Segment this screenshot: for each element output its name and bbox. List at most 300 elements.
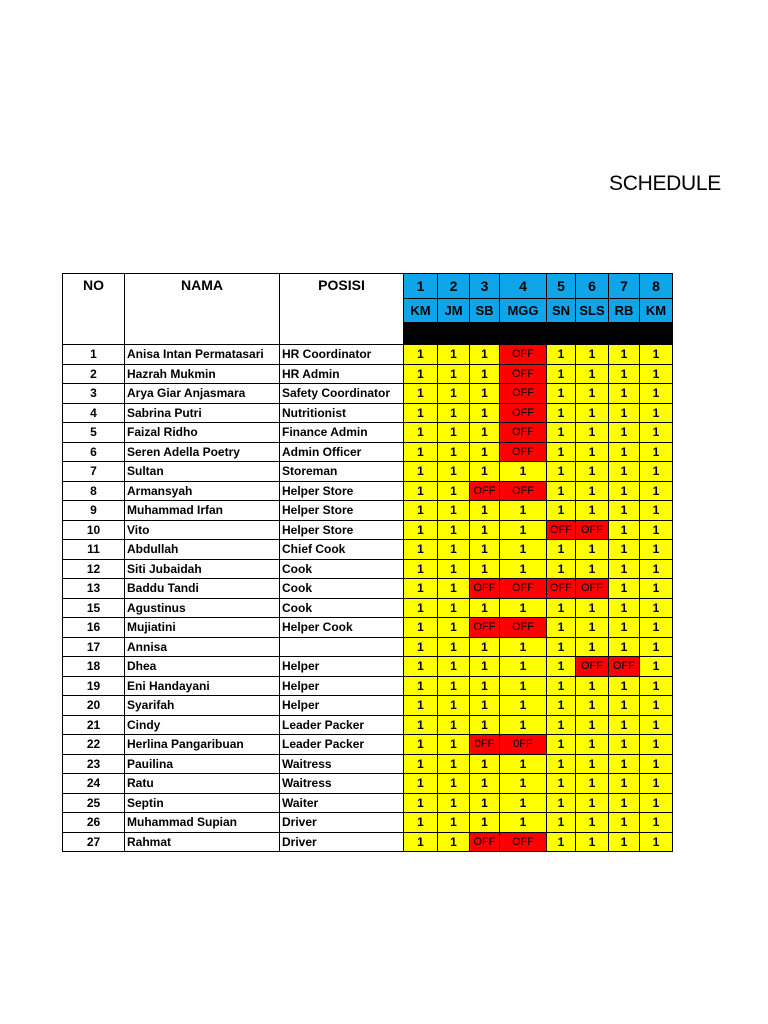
table-row <box>63 832 673 852</box>
shift-cell-work: 1 <box>640 462 673 482</box>
shift-cell-work: 1 <box>470 598 500 618</box>
row-number: 21 <box>63 715 125 735</box>
shift-cell-work: 1 <box>547 676 576 696</box>
shift-cell-work: 1 <box>640 520 673 540</box>
shift-cell-work: 1 <box>640 657 673 677</box>
shift-cell-work: 1 <box>609 520 640 540</box>
shift-cell-work: 1 <box>500 520 547 540</box>
black-band-cell <box>404 323 438 345</box>
shift-cell-work: 1 <box>500 774 547 794</box>
table-row <box>63 520 673 540</box>
shift-cell-work: 1 <box>609 618 640 638</box>
employee-name: Armansyah <box>125 481 280 501</box>
shift-cell-work: 1 <box>609 598 640 618</box>
shift-cell-work: 1 <box>576 735 609 755</box>
shift-cell-work: 1 <box>470 520 500 540</box>
employee-name: Agustinus <box>125 598 280 618</box>
shift-cell-work: 1 <box>576 559 609 579</box>
shift-cell-work: 1 <box>640 442 673 462</box>
shift-cell-work: 1 <box>609 540 640 560</box>
shift-cell-work: 1 <box>500 501 547 521</box>
header-row-numbers <box>63 274 673 299</box>
table-row <box>63 423 673 443</box>
shift-cell-off: OFF <box>500 403 547 423</box>
shift-cell-work: 1 <box>404 618 438 638</box>
table-row <box>63 481 673 501</box>
row-number: 2 <box>63 364 125 384</box>
shift-cell-work: 1 <box>500 540 547 560</box>
shift-cell-off: OFF <box>470 618 500 638</box>
table-row <box>63 774 673 794</box>
shift-cell-work: 1 <box>547 793 576 813</box>
shift-cell-work: 1 <box>470 793 500 813</box>
shift-cell-work: 1 <box>609 501 640 521</box>
shift-cell-off: 0FF <box>470 735 500 755</box>
table-row <box>63 715 673 735</box>
employee-position: Driver <box>280 813 404 833</box>
employee-position: Helper Cook <box>280 618 404 638</box>
table-row <box>63 345 673 365</box>
day-code-4: MGG <box>500 299 547 323</box>
shift-cell-work: 1 <box>547 540 576 560</box>
shift-cell-work: 1 <box>640 501 673 521</box>
employee-position: Admin Officer <box>280 442 404 462</box>
shift-cell-work: 1 <box>576 774 609 794</box>
table-row <box>63 462 673 482</box>
day-code-8: KM <box>640 299 673 323</box>
shift-cell-work: 1 <box>576 754 609 774</box>
shift-cell-work: 1 <box>500 598 547 618</box>
employee-position: Storeman <box>280 462 404 482</box>
black-band-cell <box>470 323 500 345</box>
shift-cell-work: 1 <box>547 735 576 755</box>
table-row <box>63 540 673 560</box>
shift-cell-work: 1 <box>470 754 500 774</box>
row-number: 25 <box>63 793 125 813</box>
shift-cell-work: 1 <box>404 657 438 677</box>
row-number: 19 <box>63 676 125 696</box>
shift-cell-work: 1 <box>547 345 576 365</box>
employee-name: Faizal Ridho <box>125 423 280 443</box>
shift-cell-work: 1 <box>470 696 500 716</box>
shift-cell-work: 1 <box>640 637 673 657</box>
shift-cell-work: 1 <box>640 403 673 423</box>
employee-position: Helper <box>280 696 404 716</box>
shift-cell-work: 1 <box>576 403 609 423</box>
shift-cell-work: 1 <box>404 735 438 755</box>
employee-position: Finance Admin <box>280 423 404 443</box>
shift-cell-off: OFF <box>547 520 576 540</box>
table-row <box>63 384 673 404</box>
shift-cell-work: 1 <box>438 696 470 716</box>
employee-position: Safety Coordinator <box>280 384 404 404</box>
shift-cell-work: 1 <box>609 364 640 384</box>
shift-cell-work: 1 <box>404 520 438 540</box>
employee-name: Rahmat <box>125 832 280 852</box>
shift-cell-work: 1 <box>609 423 640 443</box>
row-number: 3 <box>63 384 125 404</box>
employee-name: Muhammad Irfan <box>125 501 280 521</box>
day-code-6: SLS <box>576 299 609 323</box>
day-number-5: 5 <box>547 274 576 299</box>
shift-cell-work: 1 <box>609 715 640 735</box>
employee-name: Hazrah Mukmin <box>125 364 280 384</box>
employee-name: Sabrina Putri <box>125 403 280 423</box>
shift-cell-work: 1 <box>500 559 547 579</box>
shift-cell-work: 1 <box>640 793 673 813</box>
table-row <box>63 637 673 657</box>
table-row <box>63 813 673 833</box>
shift-cell-off: OFF <box>500 364 547 384</box>
shift-cell-work: 1 <box>438 520 470 540</box>
shift-cell-work: 1 <box>470 501 500 521</box>
row-number: 24 <box>63 774 125 794</box>
shift-cell-work: 1 <box>404 754 438 774</box>
shift-cell-work: 1 <box>576 715 609 735</box>
table-row <box>63 735 673 755</box>
shift-cell-work: 1 <box>404 423 438 443</box>
shift-cell-work: 1 <box>438 793 470 813</box>
shift-cell-work: 1 <box>547 403 576 423</box>
shift-cell-work: 1 <box>438 676 470 696</box>
black-band-cell <box>576 323 609 345</box>
employee-name: Syarifah <box>125 696 280 716</box>
shift-cell-work: 1 <box>547 637 576 657</box>
black-band-cell <box>438 323 470 345</box>
shift-cell-work: 1 <box>404 364 438 384</box>
row-number: 15 <box>63 598 125 618</box>
day-number-3: 3 <box>470 274 500 299</box>
day-number-1: 1 <box>404 274 438 299</box>
shift-cell-work: 1 <box>609 754 640 774</box>
shift-cell-work: 1 <box>609 384 640 404</box>
employee-position: Helper Store <box>280 481 404 501</box>
shift-cell-work: 1 <box>640 832 673 852</box>
shift-cell-work: 1 <box>470 559 500 579</box>
employee-name: Cindy <box>125 715 280 735</box>
shift-cell-work: 1 <box>404 793 438 813</box>
employee-position: Chief Cook <box>280 540 404 560</box>
shift-cell-off: OFF <box>500 832 547 852</box>
shift-cell-work: 1 <box>640 384 673 404</box>
shift-cell-work: 1 <box>438 559 470 579</box>
table-row <box>63 618 673 638</box>
shift-cell-work: 1 <box>404 676 438 696</box>
shift-cell-work: 1 <box>404 345 438 365</box>
shift-cell-work: 1 <box>640 423 673 443</box>
shift-cell-work: 1 <box>640 345 673 365</box>
shift-cell-work: 1 <box>576 598 609 618</box>
employee-name: Septin <box>125 793 280 813</box>
employee-position <box>280 637 404 657</box>
shift-cell-work: 1 <box>500 793 547 813</box>
shift-cell-work: 1 <box>609 696 640 716</box>
shift-cell-work: 1 <box>547 364 576 384</box>
shift-cell-work: 1 <box>547 832 576 852</box>
employee-position: Cook <box>280 579 404 599</box>
shift-cell-work: 1 <box>404 813 438 833</box>
shift-cell-work: 1 <box>470 813 500 833</box>
row-number: 6 <box>63 442 125 462</box>
table-row <box>63 364 673 384</box>
shift-cell-work: 1 <box>576 618 609 638</box>
shift-cell-work: 1 <box>438 345 470 365</box>
employee-position: Helper <box>280 676 404 696</box>
row-number: 1 <box>63 345 125 365</box>
shift-cell-work: 1 <box>609 637 640 657</box>
employee-name: Eni Handayani <box>125 676 280 696</box>
employee-position: Helper Store <box>280 501 404 521</box>
shift-cell-work: 1 <box>576 501 609 521</box>
shift-cell-work: 1 <box>470 637 500 657</box>
shift-cell-off: OFF <box>500 423 547 443</box>
shift-cell-work: 1 <box>470 423 500 443</box>
employee-name: Sultan <box>125 462 280 482</box>
shift-cell-work: 1 <box>470 403 500 423</box>
shift-cell-work: 1 <box>404 462 438 482</box>
employee-name: Dhea <box>125 657 280 677</box>
day-number-8: 8 <box>640 274 673 299</box>
shift-cell-work: 1 <box>470 540 500 560</box>
shift-cell-work: 1 <box>404 715 438 735</box>
day-code-7: RB <box>609 299 640 323</box>
shift-cell-off: OFF <box>547 579 576 599</box>
shift-cell-work: 1 <box>609 345 640 365</box>
shift-cell-work: 1 <box>609 559 640 579</box>
shift-cell-work: 1 <box>470 442 500 462</box>
day-number-4: 4 <box>500 274 547 299</box>
employee-position: HR Coordinator <box>280 345 404 365</box>
shift-cell-work: 1 <box>547 384 576 404</box>
shift-cell-work: 1 <box>547 715 576 735</box>
shift-cell-work: 1 <box>609 403 640 423</box>
table-row <box>63 579 673 599</box>
shift-cell-work: 1 <box>470 774 500 794</box>
employee-name: Anisa Intan Permatasari <box>125 345 280 365</box>
shift-cell-off: OFF <box>500 384 547 404</box>
employee-name: Vito <box>125 520 280 540</box>
shift-cell-work: 1 <box>438 774 470 794</box>
shift-cell-work: 1 <box>470 676 500 696</box>
row-number: 18 <box>63 657 125 677</box>
shift-cell-work: 1 <box>404 774 438 794</box>
shift-cell-work: 1 <box>576 696 609 716</box>
row-number: 27 <box>63 832 125 852</box>
employee-name: Baddu Tandi <box>125 579 280 599</box>
shift-cell-work: 1 <box>640 813 673 833</box>
employee-position: Waiter <box>280 793 404 813</box>
row-number: 22 <box>63 735 125 755</box>
shift-cell-work: 1 <box>609 579 640 599</box>
shift-cell-work: 1 <box>640 676 673 696</box>
employee-name: Pauilina <box>125 754 280 774</box>
shift-cell-work: 1 <box>438 442 470 462</box>
employee-position: Driver <box>280 832 404 852</box>
row-number: 7 <box>63 462 125 482</box>
shift-cell-work: 1 <box>547 696 576 716</box>
employee-name: Annisa <box>125 637 280 657</box>
shift-cell-work: 1 <box>576 442 609 462</box>
shift-cell-off: OFF <box>500 345 547 365</box>
shift-cell-work: 1 <box>640 559 673 579</box>
shift-cell-work: 1 <box>609 813 640 833</box>
shift-cell-work: 1 <box>609 735 640 755</box>
shift-cell-work: 1 <box>576 364 609 384</box>
shift-cell-work: 1 <box>404 832 438 852</box>
shift-cell-work: 1 <box>576 637 609 657</box>
shift-cell-work: 1 <box>576 676 609 696</box>
shift-cell-work: 1 <box>576 481 609 501</box>
shift-cell-work: 1 <box>609 442 640 462</box>
shift-cell-off: OFF <box>500 481 547 501</box>
day-number-6: 6 <box>576 274 609 299</box>
shift-cell-off: OFF <box>470 481 500 501</box>
shift-cell-work: 1 <box>547 423 576 443</box>
shift-cell-work: 1 <box>547 598 576 618</box>
row-number: 11 <box>63 540 125 560</box>
row-number: 26 <box>63 813 125 833</box>
shift-cell-work: 1 <box>640 540 673 560</box>
shift-cell-work: 1 <box>547 501 576 521</box>
shift-cell-work: 1 <box>609 774 640 794</box>
shift-cell-work: 1 <box>438 501 470 521</box>
shift-cell-work: 1 <box>438 618 470 638</box>
shift-cell-work: 1 <box>609 462 640 482</box>
page-title: SCHEDULE <box>609 172 721 195</box>
shift-cell-off: OFF <box>500 618 547 638</box>
shift-cell-work: 1 <box>404 384 438 404</box>
shift-cell-work: 1 <box>438 598 470 618</box>
table-row <box>63 657 673 677</box>
shift-cell-work: 1 <box>576 813 609 833</box>
shift-cell-off: OFF <box>576 520 609 540</box>
schedule-table <box>62 273 673 852</box>
employee-name: Siti Jubaidah <box>125 559 280 579</box>
row-number: 17 <box>63 637 125 657</box>
shift-cell-work: 1 <box>609 832 640 852</box>
black-band-cell <box>640 323 673 345</box>
shift-cell-work: 1 <box>404 559 438 579</box>
header-nama: NAMA <box>125 274 280 345</box>
shift-cell-work: 1 <box>470 657 500 677</box>
shift-cell-work: 1 <box>640 364 673 384</box>
shift-cell-work: 1 <box>470 384 500 404</box>
employee-position: Cook <box>280 559 404 579</box>
shift-cell-off: OFF <box>576 657 609 677</box>
shift-cell-work: 1 <box>438 481 470 501</box>
shift-cell-work: 1 <box>470 715 500 735</box>
shift-cell-work: 1 <box>609 793 640 813</box>
black-band-cell <box>609 323 640 345</box>
shift-cell-work: 1 <box>500 715 547 735</box>
shift-cell-work: 1 <box>576 832 609 852</box>
shift-cell-work: 1 <box>500 657 547 677</box>
shift-cell-work: 1 <box>640 618 673 638</box>
table-row <box>63 598 673 618</box>
day-number-2: 2 <box>438 274 470 299</box>
row-number: 20 <box>63 696 125 716</box>
row-number: 23 <box>63 754 125 774</box>
table-row <box>63 559 673 579</box>
row-number: 9 <box>63 501 125 521</box>
shift-cell-work: 1 <box>438 637 470 657</box>
shift-cell-work: 1 <box>470 345 500 365</box>
day-code-1: KM <box>404 299 438 323</box>
shift-cell-work: 1 <box>404 598 438 618</box>
shift-cell-work: 1 <box>470 462 500 482</box>
shift-cell-work: 1 <box>547 813 576 833</box>
shift-cell-work: 1 <box>609 676 640 696</box>
shift-cell-work: 1 <box>438 579 470 599</box>
employee-name: Muhammad Supian <box>125 813 280 833</box>
shift-cell-work: 1 <box>547 754 576 774</box>
shift-cell-work: 1 <box>438 735 470 755</box>
shift-cell-work: 1 <box>500 676 547 696</box>
table-row <box>63 754 673 774</box>
employee-position: Leader Packer <box>280 735 404 755</box>
shift-cell-work: 1 <box>547 657 576 677</box>
shift-cell-work: 1 <box>438 403 470 423</box>
table-row <box>63 442 673 462</box>
row-number: 16 <box>63 618 125 638</box>
shift-cell-work: 1 <box>609 481 640 501</box>
shift-cell-off: OFF <box>470 832 500 852</box>
shift-cell-work: 1 <box>640 754 673 774</box>
header-posisi: POSISI <box>280 274 404 345</box>
shift-cell-off: OFF <box>576 579 609 599</box>
employee-position: Helper <box>280 657 404 677</box>
shift-cell-work: 1 <box>438 384 470 404</box>
shift-cell-work: 1 <box>576 345 609 365</box>
employee-position: HR Admin <box>280 364 404 384</box>
shift-cell-off: 0FF <box>500 735 547 755</box>
black-band-cell <box>500 323 547 345</box>
shift-cell-work: 1 <box>576 462 609 482</box>
shift-cell-work: 1 <box>404 403 438 423</box>
row-number: 4 <box>63 403 125 423</box>
shift-cell-work: 1 <box>547 481 576 501</box>
day-code-5: SN <box>547 299 576 323</box>
shift-cell-work: 1 <box>438 364 470 384</box>
shift-cell-work: 1 <box>404 501 438 521</box>
shift-cell-work: 1 <box>640 696 673 716</box>
shift-cell-work: 1 <box>576 423 609 443</box>
shift-cell-work: 1 <box>404 481 438 501</box>
shift-cell-work: 1 <box>438 813 470 833</box>
row-number: 12 <box>63 559 125 579</box>
employee-name: Arya Giar Anjasmara <box>125 384 280 404</box>
shift-cell-work: 1 <box>547 774 576 794</box>
row-number: 13 <box>63 579 125 599</box>
table-row <box>63 696 673 716</box>
shift-cell-work: 1 <box>404 540 438 560</box>
employee-name: Seren Adella Poetry <box>125 442 280 462</box>
employee-position: Waitress <box>280 774 404 794</box>
header-no: NO <box>63 274 125 345</box>
shift-cell-work: 1 <box>640 598 673 618</box>
table-row <box>63 403 673 423</box>
shift-cell-off: OFF <box>609 657 640 677</box>
employee-name: Ratu <box>125 774 280 794</box>
row-number: 5 <box>63 423 125 443</box>
shift-cell-work: 1 <box>640 735 673 755</box>
shift-cell-work: 1 <box>438 423 470 443</box>
shift-cell-off: OFF <box>470 579 500 599</box>
shift-cell-work: 1 <box>640 715 673 735</box>
employee-position: Helper Store <box>280 520 404 540</box>
shift-cell-work: 1 <box>500 637 547 657</box>
table-row <box>63 501 673 521</box>
